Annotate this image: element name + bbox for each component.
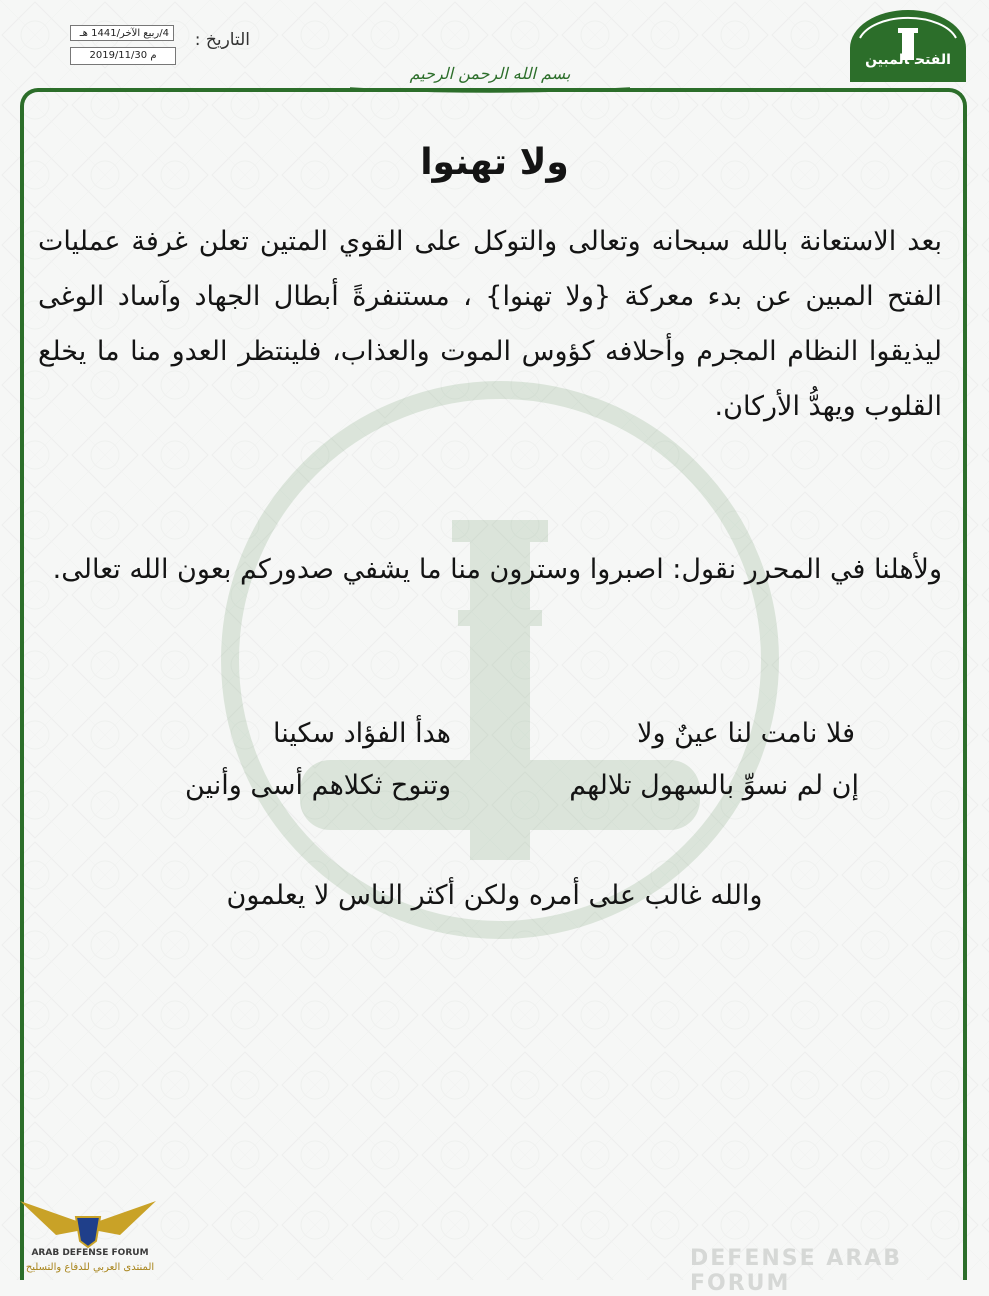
- statement-paragraph-2: ولأهلنا في المحرر نقول: اصبروا وسترون منا ما يشفي صدوركم بعون الله تعالى.: [52, 554, 942, 585]
- verse-2-first-hemistich: إن لم نسوِّ بالسهول تلالهم: [569, 770, 859, 801]
- verse-2-second-hemistich: وتنوح ثكلاهم أسى وأنين: [185, 770, 451, 801]
- organization-logo: [846, 8, 970, 84]
- forum-watermark: DEFENSE ARAB FORUM: [690, 1246, 903, 1296]
- logo-text: [846, 52, 970, 68]
- gregorian-date: 2019/11/30 م: [70, 47, 176, 65]
- verse-1-second-hemistich: هدأ الفؤاد سكينا: [273, 718, 451, 749]
- date-label: التاريخ :: [194, 30, 250, 50]
- forum-name-en: ARAB DEFENSE FORUM: [31, 1248, 149, 1258]
- logo-word-2: المبين: [865, 52, 909, 68]
- document-title: ولا تهنوا: [420, 142, 569, 183]
- closing-verse: والله غالب على أمره ولكن أكثر الناس لا يعلمون: [226, 880, 763, 911]
- hijri-date: 4/ربيع الآخر/1441 هـ: [70, 25, 174, 41]
- logo-word-1: الفتح: [915, 52, 951, 68]
- forum-name-ar: المنتدى العربي للدفاع والتسليح: [25, 1262, 155, 1273]
- bismillah-calligraphy: بسم الله الرحمن الرحيم: [409, 64, 571, 83]
- statement-paragraph-1: بعد الاستعانة بالله سبحانه وتعالى والتوكل على القوي المتين تعلن غرفة عمليات الفتح المبين عن بدء معركة {ولا تهنوا} ، مستنفرةً أبطال الجهاد وآساد الوغى ليذيقوا النظام المجرم وأحلافه كؤوس الموت والعذاب، فلينتظر العدو منا ما يخلع القلوب ويهدُّ الأركان.: [38, 226, 942, 422]
- verse-1-first-hemistich: فلا نامت لنا عينٌ ولا: [637, 718, 855, 749]
